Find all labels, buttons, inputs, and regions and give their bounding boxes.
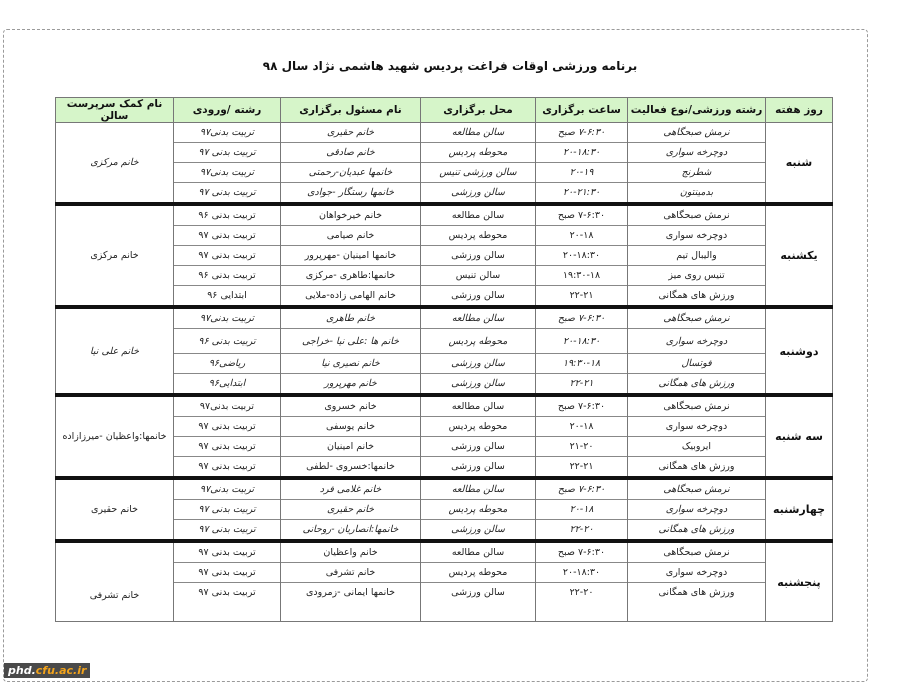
organizer-cell: خانمها:انصاریان -روحانی — [281, 520, 421, 542]
table-row — [56, 541, 833, 563]
time-cell: ۲۰-۱۸ — [536, 226, 628, 246]
table-header — [56, 98, 833, 123]
empty-cell — [421, 602, 536, 622]
organizer-cell: خانم طاهری — [281, 307, 421, 329]
major-cell: تربیت بدنی ۹۶ — [174, 204, 281, 226]
organizer-cell: خانم ها :علی نیا -خراجی — [281, 329, 421, 354]
major-cell: تربیت بدنی ۹۷ — [174, 583, 281, 603]
major-cell: تربیت بدنی ۹۷ — [174, 183, 281, 205]
day-cell: سه شنبه — [766, 395, 833, 478]
header-major: رشته /ورودی — [174, 98, 281, 123]
day-group-monday — [56, 307, 833, 395]
organizer-cell: خانمها عبدیان-رحمتی — [281, 163, 421, 183]
location-cell: سالن ورزشی — [421, 437, 536, 457]
time-cell: ۲۰-۱۸ — [536, 500, 628, 520]
time-cell: ۲۰-۱۹ — [536, 163, 628, 183]
location-cell: سالن مطالعه — [421, 541, 536, 563]
activity-cell: نرمش صبحگاهی — [628, 123, 766, 143]
major-cell: تربیت بدنی۹۷ — [174, 478, 281, 500]
location-cell: سالن ورزشی — [421, 583, 536, 603]
header-location: محل برگزاری — [421, 98, 536, 123]
major-cell: تربیت بدنی ۹۷ — [174, 457, 281, 479]
time-cell: ۲۲-۲۰ — [536, 583, 628, 603]
location-cell: محوطه پردیس — [421, 226, 536, 246]
watermark-logo — [4, 663, 90, 678]
time-cell: ۷-۶:۳۰ صبح — [536, 204, 628, 226]
activity-cell: دوچرخه سواری — [628, 329, 766, 354]
empty-cell — [174, 602, 281, 622]
time-cell: ۲۰-۱۸ — [536, 417, 628, 437]
time-cell: ۷-۶:۳۰ صبح — [536, 395, 628, 417]
location-cell: سالن مطالعه — [421, 395, 536, 417]
empty-cell — [281, 602, 421, 622]
organizer-cell: خانم خیرخواهان — [281, 204, 421, 226]
time-cell: ۷-۶:۳۰ صبح — [536, 307, 628, 329]
organizer-cell: خانم خسروی — [281, 395, 421, 417]
activity-cell: دوچرخه سواری — [628, 500, 766, 520]
location-cell: سالن ورزشی تنیس — [421, 163, 536, 183]
major-cell: تربیت بدنی ۹۷ — [174, 563, 281, 583]
organizer-cell: خانم واعظیان — [281, 541, 421, 563]
schedule-table — [55, 97, 833, 622]
major-cell: تربیت بدنی ۹۷ — [174, 500, 281, 520]
day-cell: یکشنبه — [766, 204, 833, 307]
organizer-cell: خانم یوسفی — [281, 417, 421, 437]
location-cell: سالن مطالعه — [421, 307, 536, 329]
location-cell: محوطه پردیس — [421, 329, 536, 354]
supervisor-cell: خانم تشرفی — [56, 541, 174, 622]
supervisor-cell: خانم مرکزی — [56, 123, 174, 205]
major-cell: ابتدایی ۹۶ — [174, 286, 281, 308]
time-cell: ۷-۶:۳۰ صبح — [536, 541, 628, 563]
time-cell: ۲۲-۲۱ — [536, 457, 628, 479]
location-cell: محوطه پردیس — [421, 143, 536, 163]
activity-cell: ورزش های همگانی — [628, 583, 766, 603]
location-cell: سالن ورزشی — [421, 520, 536, 542]
organizer-cell: خانم غلامی فرد — [281, 478, 421, 500]
location-cell: محوطه پردیس — [421, 500, 536, 520]
major-cell: تربیت بدنی ۹۷ — [174, 143, 281, 163]
header-organizer: نام مسئول برگزاری — [281, 98, 421, 123]
major-cell: تربیت بدنی۹۷ — [174, 123, 281, 143]
header-activity: رشته ورزشی/نوع فعالیت — [628, 98, 766, 123]
day-group-saturday — [56, 123, 833, 205]
location-cell: سالن ورزشی — [421, 183, 536, 205]
supervisor-cell: خانم حقیری — [56, 478, 174, 541]
location-cell: سالن مطالعه — [421, 123, 536, 143]
time-cell: ۲۱-۲۰ — [536, 437, 628, 457]
activity-cell: نرمش صبحگاهی — [628, 541, 766, 563]
major-cell: تربیت بدنی ۹۷ — [174, 417, 281, 437]
major-cell: تربیت بدنی ۹۶ — [174, 266, 281, 286]
header-day: روز هفته — [766, 98, 833, 123]
location-cell: سالن ورزشی — [421, 374, 536, 396]
activity-cell: ورزش های همگانی — [628, 286, 766, 308]
activity-cell: نرمش صبحگاهی — [628, 395, 766, 417]
watermark-accent: cfu.ac.ir — [35, 664, 87, 677]
supervisor-cell: خانم علی نیا — [56, 307, 174, 395]
location-cell: محوطه پردیس — [421, 563, 536, 583]
major-cell: تربیت بدنی ۹۷ — [174, 437, 281, 457]
time-cell: ۲۲-۲۱ — [536, 286, 628, 308]
time-cell: ۲۲-۲۱ — [536, 374, 628, 396]
header-time: ساعت برگزاری — [536, 98, 628, 123]
table-row — [56, 478, 833, 500]
organizer-cell: خانم امینیان — [281, 437, 421, 457]
time-cell: ۲۰-۱۸:۳۰ — [536, 143, 628, 163]
organizer-cell: خانم حقیری — [281, 500, 421, 520]
empty-cell — [536, 602, 628, 622]
organizer-cell: خانم تشرفی — [281, 563, 421, 583]
day-group-thursday — [56, 541, 833, 622]
major-cell: تربیت بدنی۹۷ — [174, 395, 281, 417]
table-row — [56, 204, 833, 226]
organizer-cell: خانمها:طاهری -مرکزی — [281, 266, 421, 286]
activity-cell: نرمش صبحگاهی — [628, 478, 766, 500]
major-cell: تربیت بدنی ۹۶ — [174, 329, 281, 354]
activity-cell: بدمینتون — [628, 183, 766, 205]
day-group-sunday — [56, 204, 833, 307]
organizer-cell: خانم مهرپرور — [281, 374, 421, 396]
location-cell: سالن ورزشی — [421, 457, 536, 479]
major-cell: تربیت بدنی۹۷ — [174, 163, 281, 183]
time-cell: ۲۰-۱۸:۳۰ — [536, 563, 628, 583]
activity-cell: ورزش های همگانی — [628, 457, 766, 479]
location-cell: سالن ورزشی — [421, 286, 536, 308]
time-cell: ۲۰-۲۱:۳۰ — [536, 183, 628, 205]
day-cell: چهارشنبه — [766, 478, 833, 541]
major-cell: ابتدایی۹۶ — [174, 374, 281, 396]
supervisor-cell: خانم مرکزی — [56, 204, 174, 307]
organizer-cell: خانم حقیری — [281, 123, 421, 143]
activity-cell: دوچرخه سواری — [628, 143, 766, 163]
major-cell: تربیت بدنی ۹۷ — [174, 520, 281, 542]
activity-cell: ایروبیک — [628, 437, 766, 457]
time-cell: ۱۹:۳۰-۱۸ — [536, 354, 628, 374]
location-cell: سالن مطالعه — [421, 478, 536, 500]
major-cell: تربیت بدنی ۹۷ — [174, 541, 281, 563]
activity-cell: دوچرخه سواری — [628, 563, 766, 583]
time-cell: ۲۰-۱۸:۳۰ — [536, 329, 628, 354]
day-cell: پنجشنبه — [766, 541, 833, 622]
activity-cell: تنیس روی میز — [628, 266, 766, 286]
major-cell: تربیت بدنی۹۷ — [174, 307, 281, 329]
supervisor-cell: خانمها:واعظیان -میرزازاده — [56, 395, 174, 478]
organizer-cell: خانمها رستگار -جوادی — [281, 183, 421, 205]
time-cell: ۷-۶:۳۰ صبح — [536, 478, 628, 500]
activity-cell: نرمش صبحگاهی — [628, 204, 766, 226]
activity-cell: ورزش های همگانی — [628, 520, 766, 542]
watermark-prefix: phd. — [8, 664, 36, 677]
day-group-tuesday — [56, 395, 833, 478]
day-group-wednesday — [56, 478, 833, 541]
time-cell: ۷-۶:۳۰ صبح — [536, 123, 628, 143]
table-row — [56, 123, 833, 143]
activity-cell: شطرنج — [628, 163, 766, 183]
organizer-cell: خانم نصیری نیا — [281, 354, 421, 374]
major-cell: ریاضی۹۶ — [174, 354, 281, 374]
table-row — [56, 395, 833, 417]
organizer-cell: خانمها امینیان -مهرپرور — [281, 246, 421, 266]
activity-cell: دوچرخه سواری — [628, 417, 766, 437]
activity-cell: ورزش های همگانی — [628, 374, 766, 396]
time-cell: ۱۹:۳۰-۱۸ — [536, 266, 628, 286]
day-cell: دوشنبه — [766, 307, 833, 395]
time-cell: ۲۰-۱۸:۳۰ — [536, 246, 628, 266]
time-cell: ۲۲-۲۰ — [536, 520, 628, 542]
empty-cell — [628, 602, 766, 622]
major-cell: تربیت بدنی ۹۷ — [174, 246, 281, 266]
organizer-cell: خانم صادقی — [281, 143, 421, 163]
day-cell: شنبه — [766, 123, 833, 205]
activity-cell: والیبال تیم — [628, 246, 766, 266]
activity-cell: دوچرخه سواری — [628, 226, 766, 246]
page-title: برنامه ورزشی اوقات فراغت پردیس شهید هاشمی نژاد سال ۹۸ — [262, 59, 638, 73]
header-supervisor: نام کمک سرپرست سالن — [56, 98, 174, 123]
activity-cell: نرمش صبحگاهی — [628, 307, 766, 329]
table-row — [56, 307, 833, 329]
location-cell: محوطه پردیس — [421, 417, 536, 437]
location-cell: سالن ورزشی — [421, 354, 536, 374]
organizer-cell: خانمها:خسروی -لطفی — [281, 457, 421, 479]
organizer-cell: خانم صیامی — [281, 226, 421, 246]
organizer-cell: خانم الهامی زاده-ملایی — [281, 286, 421, 308]
activity-cell: فوتسال — [628, 354, 766, 374]
location-cell: سالن مطالعه — [421, 204, 536, 226]
location-cell: سالن ورزشی — [421, 246, 536, 266]
location-cell: سالن تنیس — [421, 266, 536, 286]
organizer-cell: خانمها ایمانی -زمرودی — [281, 583, 421, 603]
major-cell: تربیت بدنی ۹۷ — [174, 226, 281, 246]
